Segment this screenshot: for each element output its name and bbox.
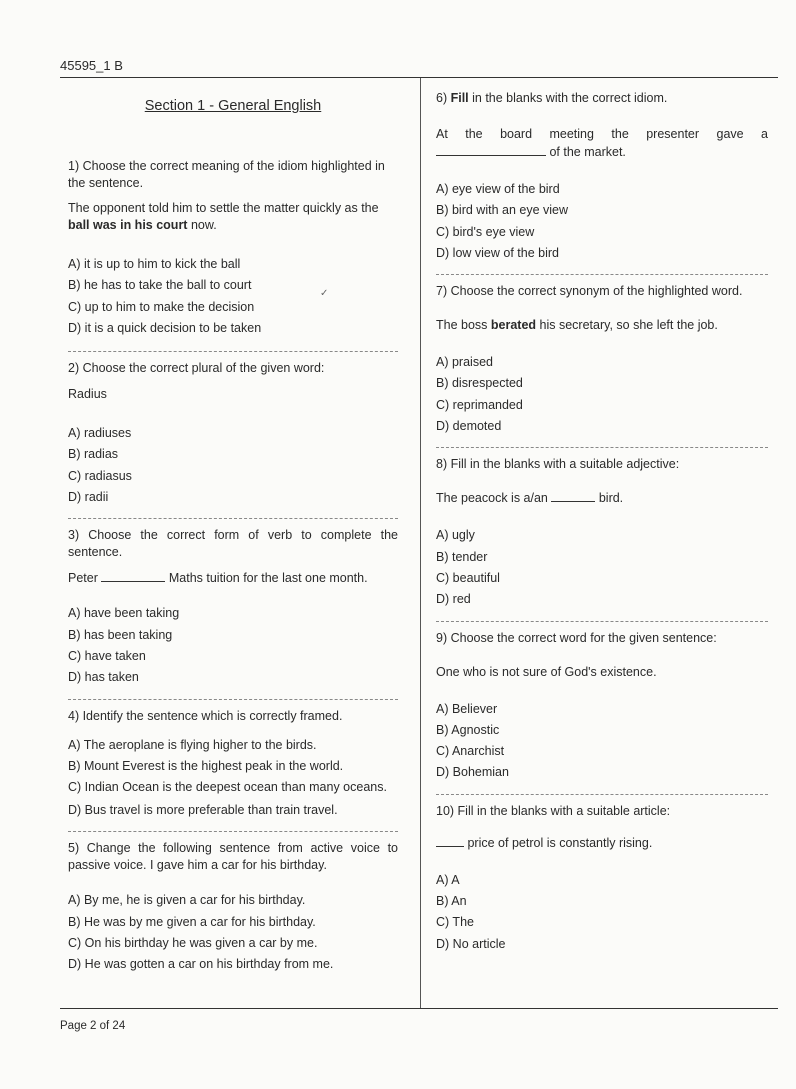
question-1-text: 1) Choose the correct meaning of the idiom highlighted in the sentence.	[68, 159, 385, 190]
question-10-sentence	[436, 834, 768, 852]
question-9-text: 9) Choose the correct word for the given sentence:	[436, 630, 717, 645]
highlighted-idiom: ball was in his court	[68, 218, 188, 232]
sentence-part: now.	[187, 218, 217, 232]
header-rule	[60, 77, 778, 78]
question-8-sentence	[436, 489, 768, 507]
separator	[68, 699, 398, 700]
option[interactable]: A) praised	[436, 355, 493, 370]
answer-blank[interactable]	[551, 490, 595, 502]
option[interactable]: A) Believer	[436, 701, 498, 716]
sentence-part: price of petrol is constantly rising.	[467, 835, 653, 850]
question-8-text: 8) Fill in the blanks with a suitable adjective:	[436, 457, 680, 472]
question-9	[436, 630, 768, 784]
question-5	[68, 840, 398, 975]
footer-rule	[60, 1008, 778, 1009]
separator	[68, 351, 398, 352]
option[interactable]: B) radias	[68, 447, 119, 462]
question-6-rest: in the blanks with the correct idiom.	[468, 91, 668, 105]
separator	[436, 274, 768, 275]
option[interactable]: A) eye view of the bird	[436, 182, 560, 196]
option[interactable]: C) The	[436, 915, 474, 930]
section-title: Section 1 - General English	[144, 98, 322, 114]
option[interactable]: A) it is up to him to kick the ball	[68, 257, 241, 271]
sentence-line-2	[436, 143, 768, 161]
question-4	[68, 708, 398, 822]
answer-blank[interactable]	[101, 570, 165, 582]
option[interactable]: A) have been taking	[68, 606, 180, 621]
sentence-part: The opponent told him to settle the matter quickly as the	[68, 201, 379, 215]
option[interactable]: C) beautiful	[436, 570, 500, 585]
option[interactable]: A) radiuses	[68, 426, 132, 441]
page-number: Page 2 of 24	[60, 1020, 126, 1032]
question-3-text: 3) Choose the correct form of verb to complete the sentence.	[68, 528, 398, 560]
separator	[68, 831, 398, 832]
option[interactable]: C) On his birthday he was given a car by me.	[68, 936, 318, 951]
option[interactable]: B) disrespected	[436, 376, 523, 391]
question-6	[436, 90, 768, 264]
right-column	[436, 90, 768, 955]
option[interactable]: D) has taken	[68, 670, 139, 685]
option[interactable]: D) demoted	[436, 419, 502, 434]
option[interactable]: A) By me, he is given a car for his birthday.	[68, 893, 306, 908]
question-7	[436, 283, 768, 437]
question-7-sentence	[436, 316, 768, 334]
sentence-part: Peter	[68, 571, 98, 586]
sentence-part: The boss	[436, 318, 491, 333]
question-9-sentence: One who is not sure of God's existence.	[436, 664, 657, 679]
separator	[436, 447, 768, 448]
option[interactable]: C) up to him to make the decision	[68, 299, 255, 314]
option[interactable]: B) bird with an eye view	[436, 203, 569, 218]
option[interactable]: B) he has to take the ball to court	[68, 278, 252, 293]
option[interactable]: C) bird's eye view	[436, 224, 535, 239]
question-10-text: 10) Fill in the blanks with a suitable article:	[436, 803, 671, 818]
option[interactable]: A) ugly	[436, 528, 475, 543]
question-4-text: 4) Identify the sentence which is correctly framed.	[68, 708, 343, 723]
question-6-text	[436, 90, 768, 107]
separator	[436, 621, 768, 622]
option[interactable]: A) The aeroplane is flying higher to the birds.	[68, 737, 317, 752]
option[interactable]: C) Indian Ocean is the deepest ocean than many oceans.	[68, 780, 387, 795]
question-5-text: 5) Change the following sentence from active voice to passive voice. I gave him a car for his birthday.	[68, 841, 398, 873]
option[interactable]: D) Bus travel is more preferable than train travel.	[68, 803, 338, 818]
option[interactable]: D) radii	[68, 490, 109, 505]
option[interactable]: D) He was gotten a car on his birthday from me.	[68, 957, 334, 972]
sentence-part: of the market.	[549, 145, 626, 159]
pencil-mark: ✓	[320, 288, 329, 299]
separator	[68, 518, 398, 519]
option[interactable]: C) reprimanded	[436, 397, 523, 412]
document-code: 45595_1 B	[60, 58, 123, 73]
option[interactable]: D) it is a quick decision to be taken	[68, 320, 262, 335]
sentence-part: his secretary, so she left the job.	[536, 318, 718, 333]
sentence-part: At the board meeting the presenter gave a	[436, 127, 768, 141]
separator	[436, 794, 768, 795]
option[interactable]: D) Bohemian	[436, 765, 509, 780]
question-2-text: 2) Choose the correct plural of the given word:	[68, 361, 325, 376]
question-2	[68, 360, 398, 508]
sentence-part: The peacock is a/an	[436, 491, 548, 506]
option[interactable]: D) No article	[436, 936, 506, 951]
option[interactable]: B) An	[436, 894, 467, 909]
option[interactable]: C) have taken	[68, 648, 146, 663]
question-10	[436, 803, 768, 955]
question-7-text: 7) Choose the correct synonym of the highlighted word.	[436, 284, 743, 299]
sentence-part: Maths tuition for the last one month.	[168, 571, 368, 586]
question-3-sentence	[68, 569, 398, 587]
option[interactable]: C) Anarchist	[436, 744, 505, 759]
option[interactable]: D) low view of the bird	[436, 245, 559, 260]
option[interactable]: B) Agnostic	[436, 722, 500, 737]
option[interactable]: C) radiasus	[68, 468, 132, 483]
question-3	[68, 527, 398, 688]
question-8	[436, 456, 768, 610]
option[interactable]: B) Mount Everest is the highest peak in the world.	[68, 758, 344, 773]
option[interactable]: B) tender	[436, 549, 488, 564]
column-divider	[420, 78, 421, 1008]
answer-blank[interactable]	[436, 835, 464, 847]
option[interactable]: A) A	[436, 872, 460, 887]
answer-blank[interactable]	[436, 144, 546, 156]
question-1-sentence	[68, 200, 398, 234]
option[interactable]: D) red	[436, 592, 471, 607]
left-column	[68, 94, 398, 976]
sentence-part: bird.	[598, 491, 624, 506]
question-6-sentence	[436, 125, 768, 161]
highlighted-word: berated	[490, 318, 537, 333]
question-2-word: Radius	[68, 387, 107, 402]
question-1	[68, 158, 398, 339]
question-6-number: 6)	[436, 91, 451, 105]
option[interactable]: B) has been taking	[68, 627, 173, 642]
option[interactable]: B) He was by me given a car for his birthday.	[68, 914, 316, 929]
question-6-bold: Fill	[450, 91, 469, 105]
